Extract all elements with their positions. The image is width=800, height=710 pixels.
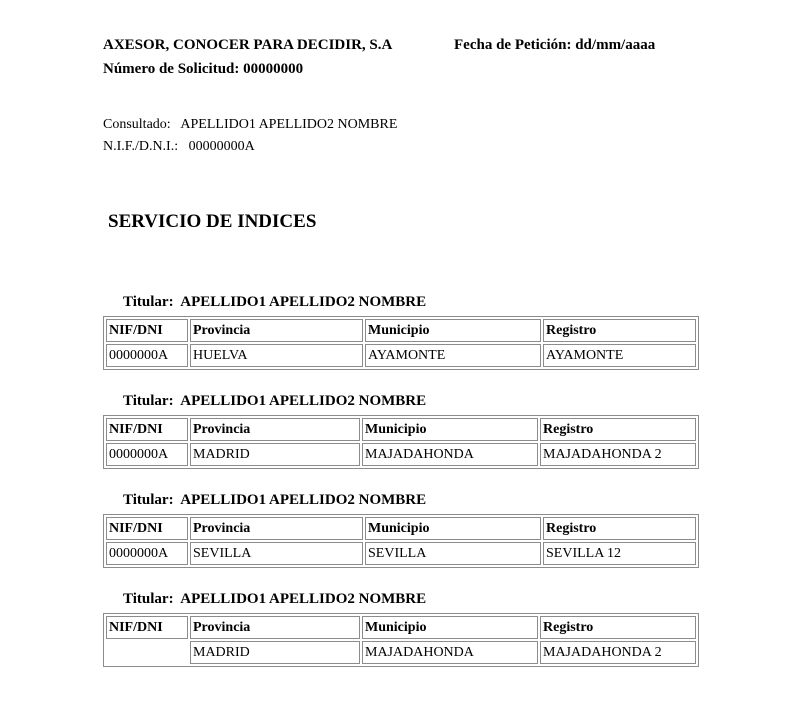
nif-value: 00000000A <box>188 139 255 154</box>
records-table <box>103 613 699 667</box>
titular-heading <box>123 492 426 509</box>
table-row <box>106 542 696 565</box>
column-header-nif: NIF/DNI <box>106 418 188 441</box>
cell-registro: AYAMONTE <box>543 344 696 367</box>
column-header-registro: Registro <box>543 319 696 342</box>
cell-municipio: MAJADAHONDA <box>362 443 538 466</box>
nif-label: N.I.F./D.N.I.: <box>103 139 179 154</box>
column-header-registro: Registro <box>540 418 696 441</box>
cell-registro: MAJADAHONDA 2 <box>540 443 696 466</box>
table-row <box>106 344 696 367</box>
column-header-provincia: Provincia <box>190 616 360 639</box>
column-header-registro: Registro <box>543 517 696 540</box>
titular-heading <box>123 393 426 410</box>
request-date: Fecha de Petición: dd/mm/aaaa <box>454 37 656 53</box>
titular-label: Titular: <box>123 591 174 607</box>
table-row <box>106 641 696 664</box>
table-header-row <box>106 517 696 540</box>
cell-provincia: MADRID <box>190 443 360 466</box>
cell-nif: 0000000A <box>106 344 188 367</box>
cell-provincia: SEVILLA <box>190 542 363 565</box>
consultado-line <box>103 117 397 133</box>
titular-name: APELLIDO1 APELLIDO2 NOMBRE <box>180 591 427 607</box>
column-header-provincia: Provincia <box>190 319 363 342</box>
records-table <box>103 316 699 370</box>
table-header-row <box>106 418 696 441</box>
cell-provincia: HUELVA <box>190 344 363 367</box>
titular-name: APELLIDO1 APELLIDO2 NOMBRE <box>180 294 427 310</box>
table-header-row <box>106 319 696 342</box>
column-header-provincia: Provincia <box>190 517 363 540</box>
column-header-municipio: Municipio <box>365 319 541 342</box>
page-title: SERVICIO DE INDICES <box>108 211 317 232</box>
titular-label: Titular: <box>123 294 174 310</box>
records-table <box>103 415 699 469</box>
column-header-municipio: Municipio <box>362 418 538 441</box>
cell-registro: MAJADAHONDA 2 <box>540 641 696 664</box>
titular-heading <box>123 591 426 608</box>
column-header-nif: NIF/DNI <box>106 517 188 540</box>
titular-name: APELLIDO1 APELLIDO2 NOMBRE <box>180 393 427 409</box>
cell-municipio: AYAMONTE <box>365 344 541 367</box>
column-header-provincia: Provincia <box>190 418 360 441</box>
cell-nif <box>106 641 188 664</box>
cell-municipio: SEVILLA <box>365 542 541 565</box>
column-header-nif: NIF/DNI <box>106 319 188 342</box>
consultado-label: Consultado: <box>103 117 171 132</box>
nif-line <box>103 139 255 155</box>
cell-municipio: MAJADAHONDA <box>362 641 538 664</box>
titular-name: APELLIDO1 APELLIDO2 NOMBRE <box>180 492 427 508</box>
titular-heading <box>123 294 426 311</box>
cell-nif: 0000000A <box>106 443 188 466</box>
table-row <box>106 443 696 466</box>
consultado-value: APELLIDO1 APELLIDO2 NOMBRE <box>180 117 398 132</box>
column-header-municipio: Municipio <box>362 616 538 639</box>
cell-provincia: MADRID <box>190 641 360 664</box>
request-number: Número de Solicitud: 00000000 <box>103 61 304 77</box>
column-header-municipio: Municipio <box>365 517 541 540</box>
cell-registro: SEVILLA 12 <box>543 542 696 565</box>
records-table <box>103 514 699 568</box>
column-header-nif: NIF/DNI <box>106 616 188 639</box>
column-header-registro: Registro <box>540 616 696 639</box>
table-header-row <box>106 616 696 639</box>
titular-label: Titular: <box>123 492 174 508</box>
company-name: AXESOR, CONOCER PARA DECIDIR, S.A <box>103 37 393 53</box>
cell-nif: 0000000A <box>106 542 188 565</box>
titular-label: Titular: <box>123 393 174 409</box>
